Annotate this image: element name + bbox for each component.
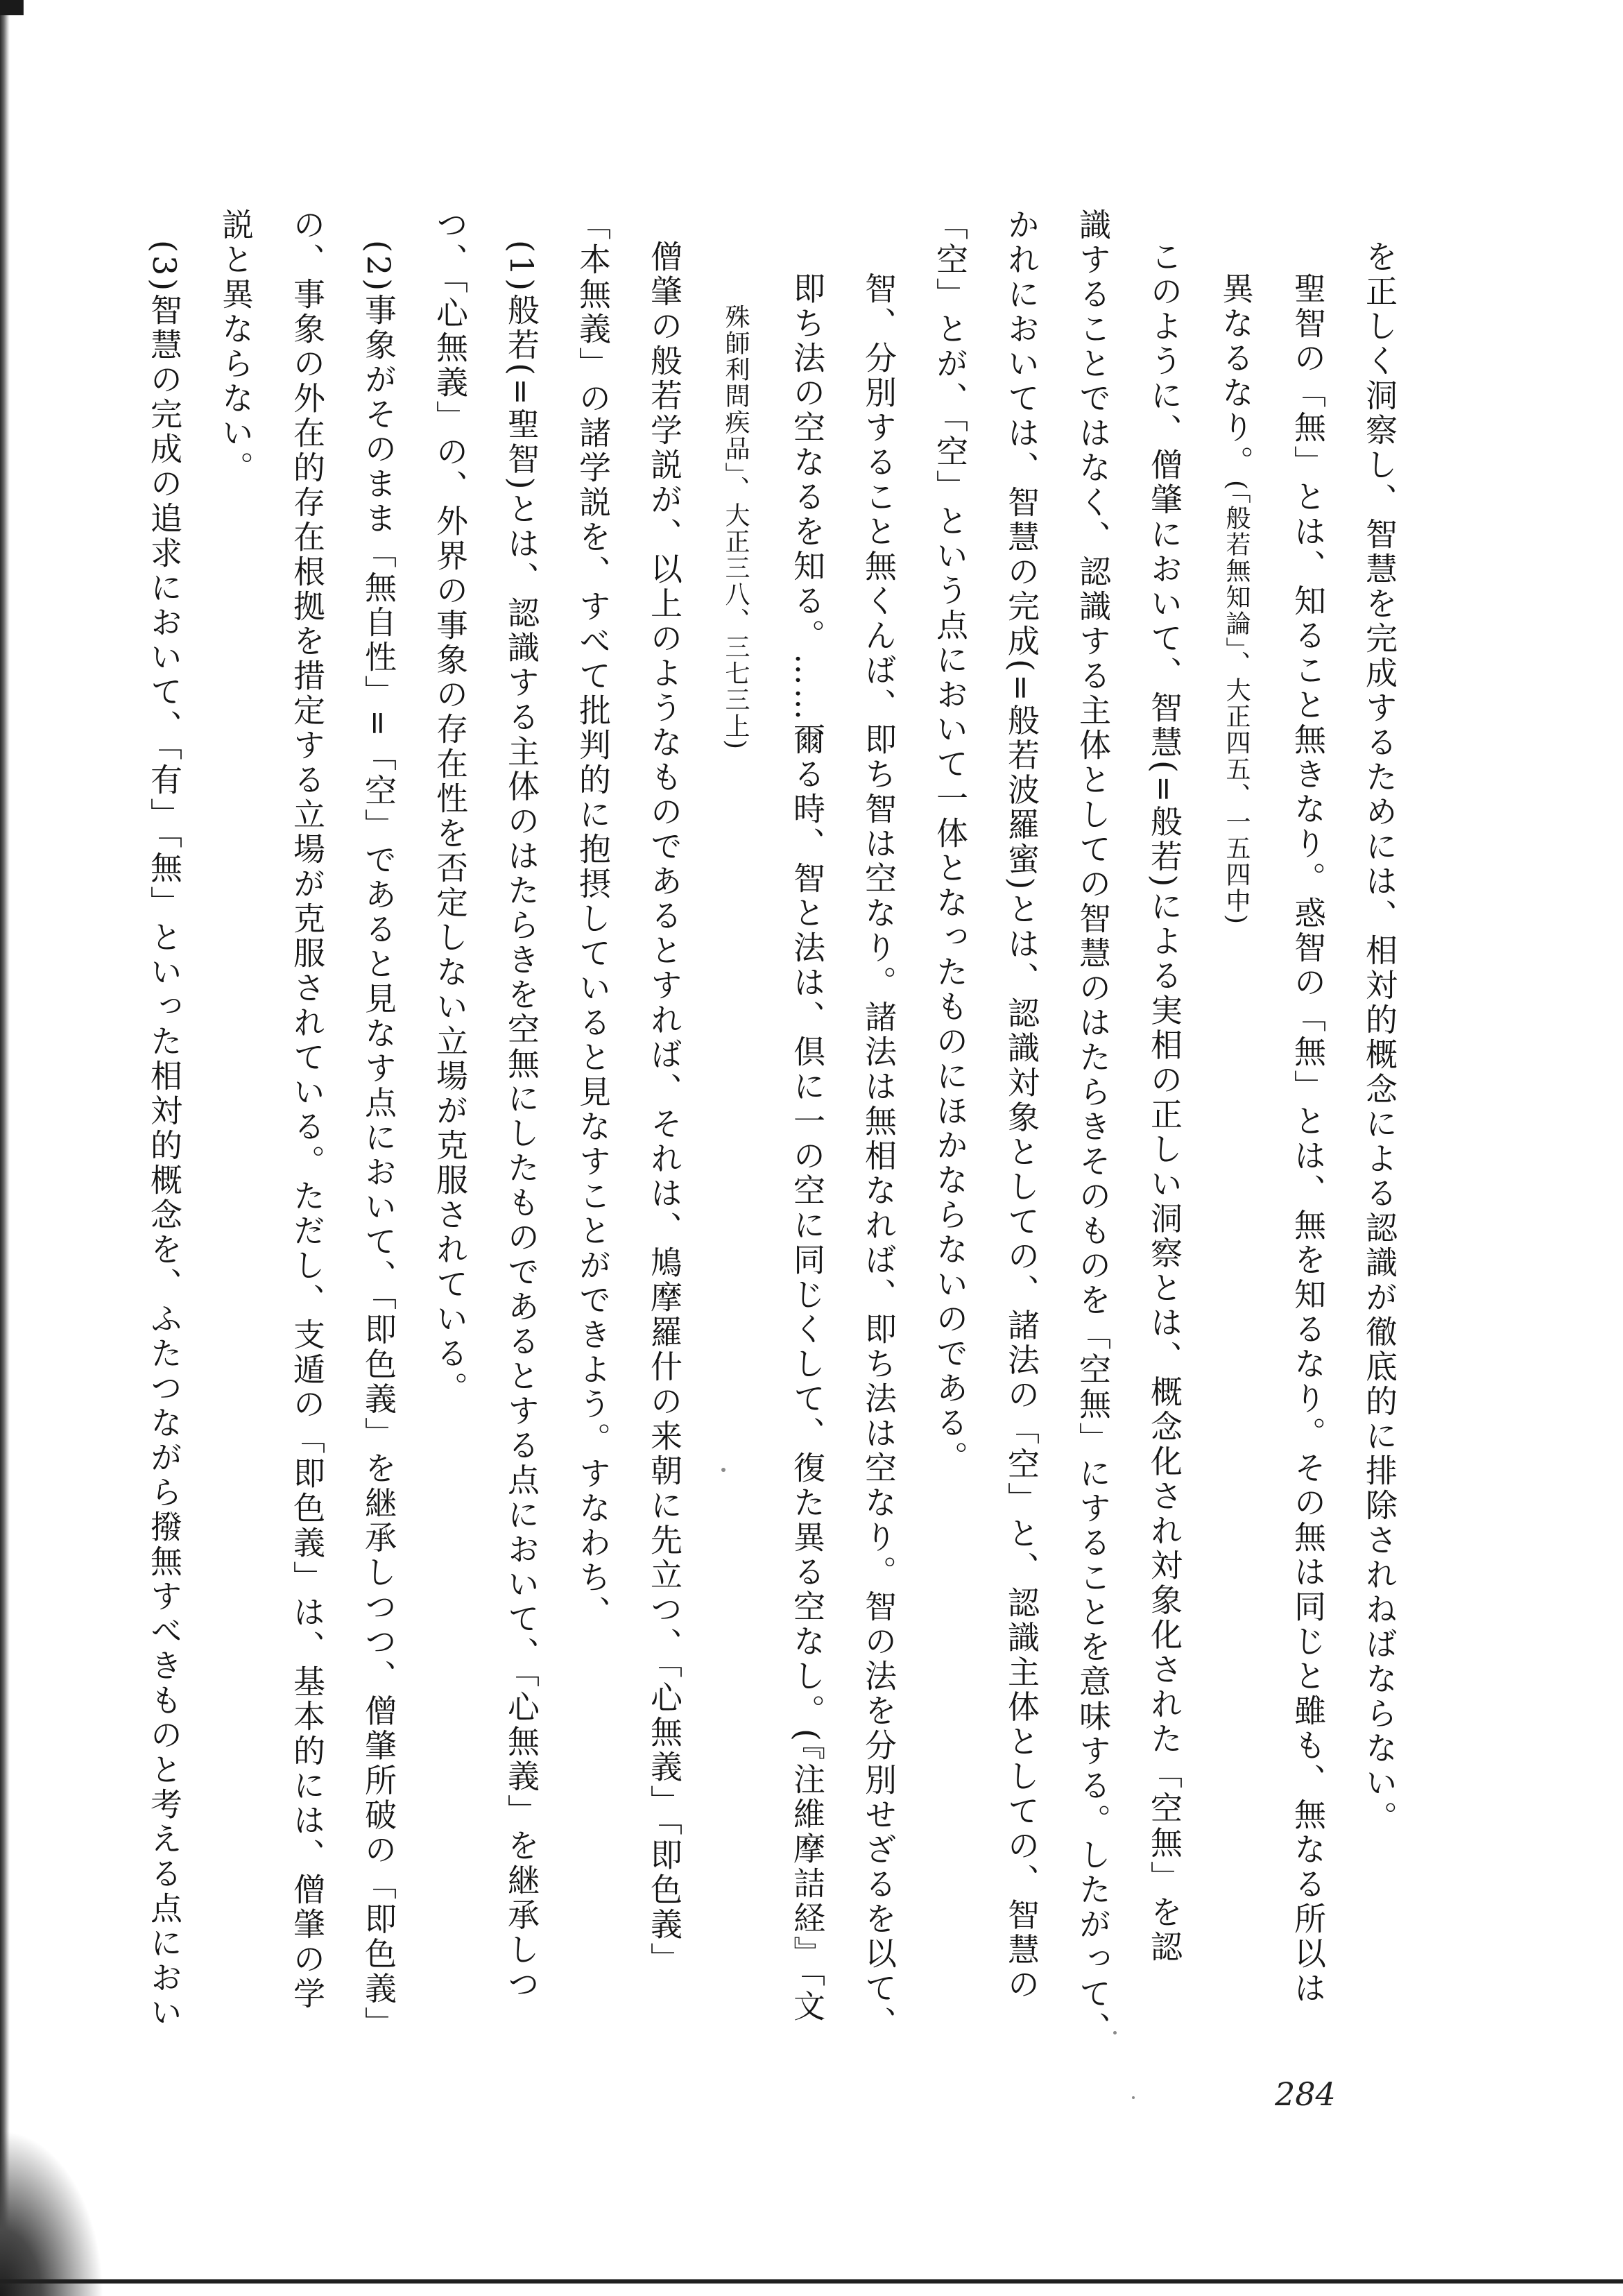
scan-top-mark: [0, 0, 24, 15]
text-line-11: 僧肇の般若学説が、以上のようなものであるとすれば、それは、鳩摩羅什の来朝に先立つ、「心無義」「即色義」: [646, 240, 683, 1977]
scan-bottom-left-shadow: [0, 2130, 104, 2296]
page-number: 284: [1275, 2075, 1336, 2113]
scan-bottom-rule: [0, 2279, 1623, 2284]
vertical-text-body: [128, 208, 1415, 2046]
text-line-2: 聖智の「無」とは、知ること無きなり。惑智の「無」とは、無を知るなり。その無は同じと雖も、無なる所以は: [1289, 272, 1327, 2006]
text-line-5: 識することではなく、認識する主体としての智慧のはたらきそのものを「空無」にすることを意味する。したがって、: [1074, 208, 1112, 2046]
text-line-8: 智、分別すること無くんば、即ち智は空なり。諸法は無相なれば、即ち法は空なり。智の法を分別せざるを以て、: [860, 272, 898, 2041]
text-line-13: (1)般若(=聖智)とは、認識する主体のはたらきを空無にしたものであるとする点において、「心無義」を継承しつ: [503, 240, 540, 2003]
text-line-12: 「本無義」の諸学説を、すべて批判的に抱摂していると見なすことができよう。すなわち、: [574, 208, 612, 1630]
scan-speck: [1132, 2096, 1135, 2099]
text-line-15: (2)事象がそのまま「無自性」=「空」であると見なす点において、「即色義」を継承しつつ、僧肇所破の「即色義」: [360, 240, 397, 2041]
text-line-17: 説と異ならない。: [217, 208, 255, 486]
text-line-7: 「空」とが、「空」という点において一体となったものにほかならないのである。: [931, 208, 969, 1475]
text-line-3-main: 異なるなり。: [1217, 272, 1255, 480]
text-line-10: 殊師利問疾品」、大正三八、三七三上): [721, 304, 750, 751]
citation-prajna: (「般若無知論」、大正四五、一五四中): [1222, 480, 1251, 926]
text-line-6: かれにおいては、智慧の完成(=般若波羅蜜)とは、認識対象としての、諸法の「空」と、認識主体としての、智慧の: [1003, 208, 1040, 2003]
text-line-18: (3)智慧の完成の追求において、「有」「無」といった相対的概念を、ふたつながら撥無すべきものと考える点におい: [146, 240, 183, 2031]
text-line-4: このように、僧肇において、智慧(=般若)による実相の正しい洞察とは、概念化され対象化された「空無」を認: [1146, 240, 1183, 1965]
text-line-1: を正しく洞察し、智慧を完成するためには、相対的概念による認識が徹底的に排除されねばならない。: [1361, 240, 1398, 1835]
text-line-16: の、事象の外在的存在根拠を措定する立場が克服されている。ただし、支遁の「即色義」は、基本的には、僧肇の学: [289, 208, 326, 2012]
scan-left-edge: [0, 0, 10, 2296]
scan-speck: [1113, 2031, 1117, 2034]
text-line-9: 即ち法の空なるを知る。……爾る時、智と法は、倶に一の空に同じくして、復た異る空なし。(『注維摩詰経』「文: [789, 272, 826, 2024]
text-line-3: [1200, 208, 1272, 1984]
text-line-14: つ、「心無義」の、外界の事象の存在性を否定しない立場が克服されている。: [431, 208, 469, 1406]
